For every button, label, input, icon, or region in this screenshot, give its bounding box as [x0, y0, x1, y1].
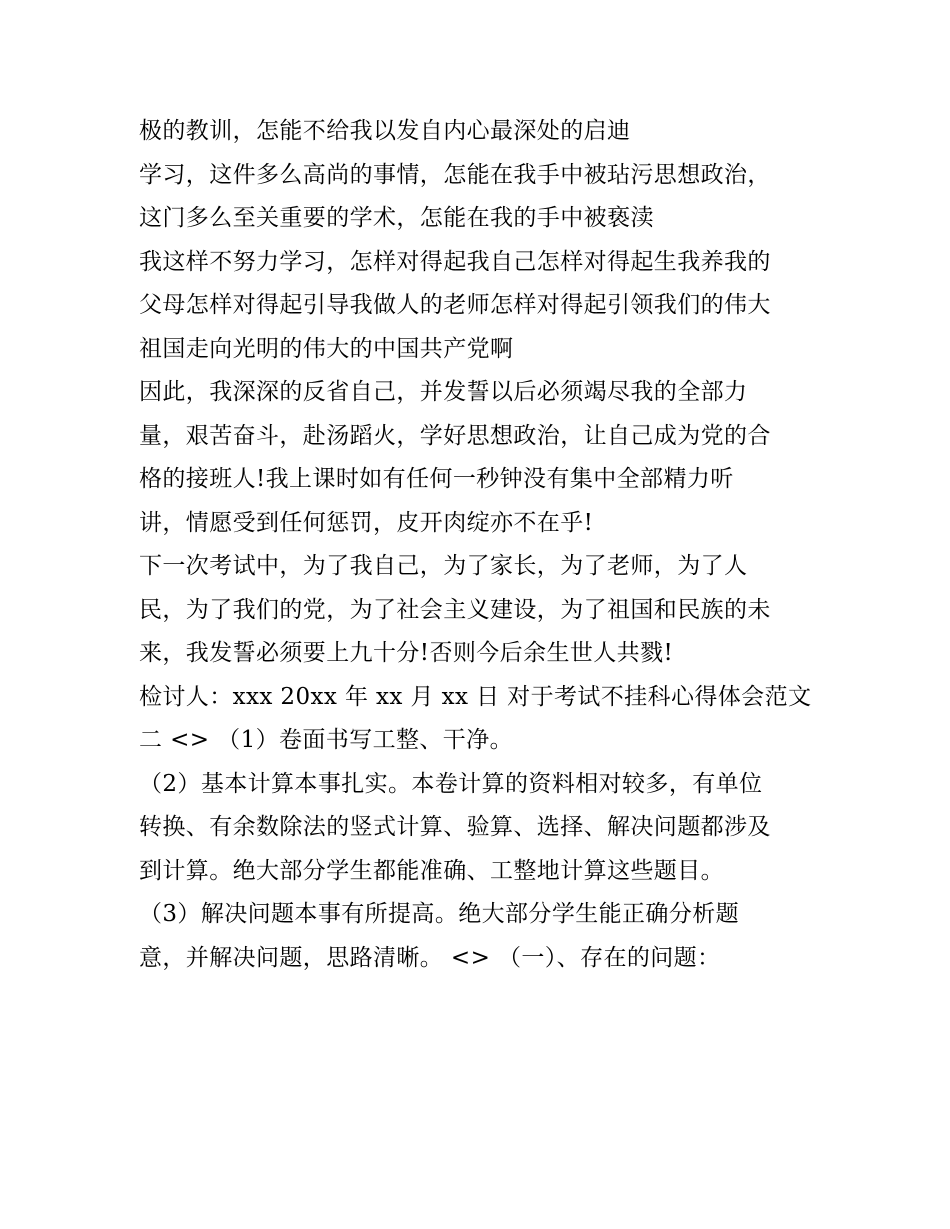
text-line: 下一次考试中，为了我自己，为了家长，为了老师，为了人 — [139, 553, 748, 579]
text-line: （2）基本计算本事扎实。本卷计算的资料相对较多，有单位 — [139, 770, 763, 797]
text-line: 讲，情愿受到任何惩罚，皮开肉绽亦不在乎! — [139, 509, 594, 536]
text-line: 量，艰苦奋斗，赴汤蹈火，学好思想政治，让自己成为党的合 — [139, 422, 771, 449]
text-line: 来，我发誓必须要上九十分!否则今后余生世人共戮! — [139, 640, 674, 666]
text-line: 意，并解决问题，思路清晰。 <> （一）、存在的问题： — [139, 944, 721, 971]
text-line: 父母怎样对得起引导我做人的老师怎样对得起引领我们的伟大 — [139, 292, 771, 318]
text-line: 检讨人：xxx 20xx 年 xx 月 xx 日 对于考试不挂科心得体会范文 — [139, 683, 812, 710]
text-line: 学习，这件多么高尚的事情，怎能在我手中被玷污思想政治， — [139, 161, 771, 188]
text-line: 因此，我深深的反省自己，并发誓以后必须竭尽我的全部力 — [139, 379, 748, 405]
text-line: 转换、有余数除法的竖式计算、验算、选择、解决问题都涉及 — [139, 814, 771, 840]
text-line: 极的教训，怎能不给我以发自内心最深处的启迪 — [139, 118, 631, 144]
text-line: （3）解决问题本事有所提高。绝大部分学生能正确分析题 — [139, 901, 740, 927]
text-line: 祖国走向光明的伟大的中国共产党啊 — [139, 335, 514, 362]
document-body — [139, 110, 829, 980]
text-line: 格的接班人!我上课时如有任何一秒钟没有集中全部精力听 — [139, 466, 734, 492]
text-line: 二 <> （1）卷面书写工整、干净。 — [139, 727, 513, 753]
text-line: 我这样不努力学习，怎样对得起我自己怎样对得起生我养我的 — [139, 248, 771, 275]
text-line: 到计算。绝大部分学生都能准确、工整地计算这些题目。 — [139, 857, 724, 884]
text-line: 民，为了我们的党，为了社会主义建设，为了祖国和民族的未 — [139, 596, 771, 623]
text-line: 这门多么至关重要的学术，怎能在我的手中被亵渎 — [139, 205, 654, 231]
